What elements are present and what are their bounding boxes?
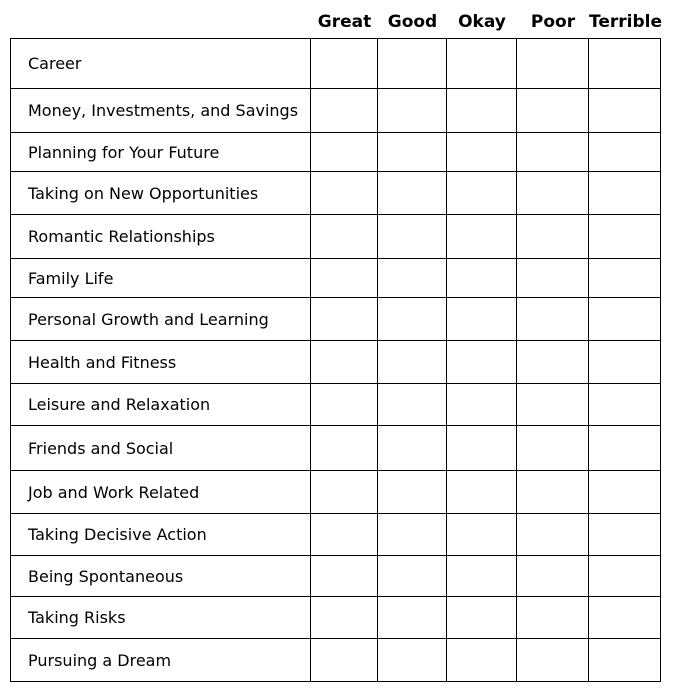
life-area-label: Pursuing a Dream [11,639,311,682]
rating-cell-terrible[interactable] [589,514,661,556]
life-area-label: Job and Work Related [11,471,311,514]
life-area-label: Friends and Social [11,426,311,471]
rating-cell-good[interactable] [378,556,447,597]
rating-cell-good[interactable] [378,384,447,426]
rating-cell-great[interactable] [311,215,378,259]
rating-cell-terrible[interactable] [589,39,661,89]
life-area-label: Taking Risks [11,597,311,639]
table-row [11,172,661,215]
life-area-label: Being Spontaneous [11,556,311,597]
rating-cell-poor[interactable] [517,597,589,639]
rating-cell-great[interactable] [311,259,378,298]
life-area-label: Taking Decisive Action [11,514,311,556]
rating-cell-okay[interactable] [447,215,517,259]
rating-cell-terrible[interactable] [589,133,661,172]
rating-cell-great[interactable] [311,597,378,639]
rating-cell-okay[interactable] [447,298,517,341]
rating-cell-poor[interactable] [517,215,589,259]
table-row [11,259,661,298]
life-area-label: Health and Fitness [11,341,311,384]
rating-cell-great[interactable] [311,298,378,341]
rating-cell-great[interactable] [311,556,378,597]
rating-cell-poor[interactable] [517,172,589,215]
rating-cell-poor[interactable] [517,639,589,682]
rating-cell-terrible[interactable] [589,384,661,426]
rating-cell-poor[interactable] [517,471,589,514]
rating-cell-okay[interactable] [447,639,517,682]
rating-cell-great[interactable] [311,384,378,426]
rating-cell-poor[interactable] [517,556,589,597]
rating-cell-good[interactable] [378,259,447,298]
life-area-label: Family Life [11,259,311,298]
rating-cell-poor[interactable] [517,259,589,298]
column-header-good: Good [387,12,438,32]
rating-cell-poor[interactable] [517,298,589,341]
rating-cell-okay[interactable] [447,384,517,426]
rating-table [10,38,661,682]
rating-cell-great[interactable] [311,341,378,384]
table-row [11,514,661,556]
table-row [11,471,661,514]
rating-cell-terrible[interactable] [589,215,661,259]
rating-cell-okay[interactable] [447,259,517,298]
rating-cell-terrible[interactable] [589,471,661,514]
column-header-row [0,0,679,38]
rating-cell-great[interactable] [311,89,378,133]
rating-cell-poor[interactable] [517,384,589,426]
rating-cell-good[interactable] [378,133,447,172]
rating-cell-great[interactable] [311,514,378,556]
rating-cell-great[interactable] [311,639,378,682]
life-area-label: Leisure and Relaxation [11,384,311,426]
rating-cell-okay[interactable] [447,172,517,215]
rating-cell-terrible[interactable] [589,259,661,298]
rating-cell-terrible[interactable] [589,426,661,471]
rating-table-body [11,39,661,682]
rating-cell-good[interactable] [378,298,447,341]
rating-cell-great[interactable] [311,426,378,471]
table-row [11,639,661,682]
rating-cell-good[interactable] [378,514,447,556]
rating-cell-terrible[interactable] [589,89,661,133]
life-area-label: Money, Investments, and Savings [11,89,311,133]
rating-cell-okay[interactable] [447,426,517,471]
rating-cell-okay[interactable] [447,89,517,133]
life-area-label: Career [11,39,311,89]
table-row [11,39,661,89]
life-area-label: Planning for Your Future [11,133,311,172]
life-area-label: Romantic Relationships [11,215,311,259]
rating-cell-okay[interactable] [447,39,517,89]
rating-cell-poor[interactable] [517,133,589,172]
rating-cell-poor[interactable] [517,514,589,556]
rating-cell-okay[interactable] [447,556,517,597]
rating-cell-good[interactable] [378,39,447,89]
table-row [11,215,661,259]
table-row [11,298,661,341]
rating-cell-terrible[interactable] [589,341,661,384]
rating-cell-good[interactable] [378,89,447,133]
column-header-great: Great [317,12,372,32]
rating-cell-okay[interactable] [447,597,517,639]
rating-cell-okay[interactable] [447,133,517,172]
rating-cell-poor[interactable] [517,39,589,89]
rating-cell-okay[interactable] [447,514,517,556]
rating-cell-terrible[interactable] [589,298,661,341]
column-header-terrible: Terrible [589,12,662,32]
rating-cell-great[interactable] [311,39,378,89]
rating-cell-good[interactable] [378,341,447,384]
column-header-poor: Poor [530,12,576,32]
table-row [11,341,661,384]
rating-cell-good[interactable] [378,639,447,682]
rating-cell-great[interactable] [311,172,378,215]
life-area-label: Taking on New Opportunities [11,172,311,215]
rating-cell-good[interactable] [378,426,447,471]
rating-cell-terrible[interactable] [589,556,661,597]
life-area-label: Personal Growth and Learning [11,298,311,341]
table-row [11,597,661,639]
rating-cell-okay[interactable] [447,471,517,514]
rating-cell-poor[interactable] [517,341,589,384]
rating-cell-okay[interactable] [447,341,517,384]
rating-cell-good[interactable] [378,172,447,215]
rating-cell-great[interactable] [311,471,378,514]
column-header-okay: Okay [458,12,506,32]
table-row [11,384,661,426]
rating-cell-terrible[interactable] [589,597,661,639]
rating-cell-good[interactable] [378,471,447,514]
table-row [11,426,661,471]
rating-cell-good[interactable] [378,597,447,639]
table-row [11,89,661,133]
rating-cell-terrible[interactable] [589,172,661,215]
table-row [11,133,661,172]
rating-cell-great[interactable] [311,133,378,172]
rating-cell-poor[interactable] [517,426,589,471]
rating-cell-good[interactable] [378,215,447,259]
table-row [11,556,661,597]
rating-cell-terrible[interactable] [589,639,661,682]
rating-cell-poor[interactable] [517,89,589,133]
